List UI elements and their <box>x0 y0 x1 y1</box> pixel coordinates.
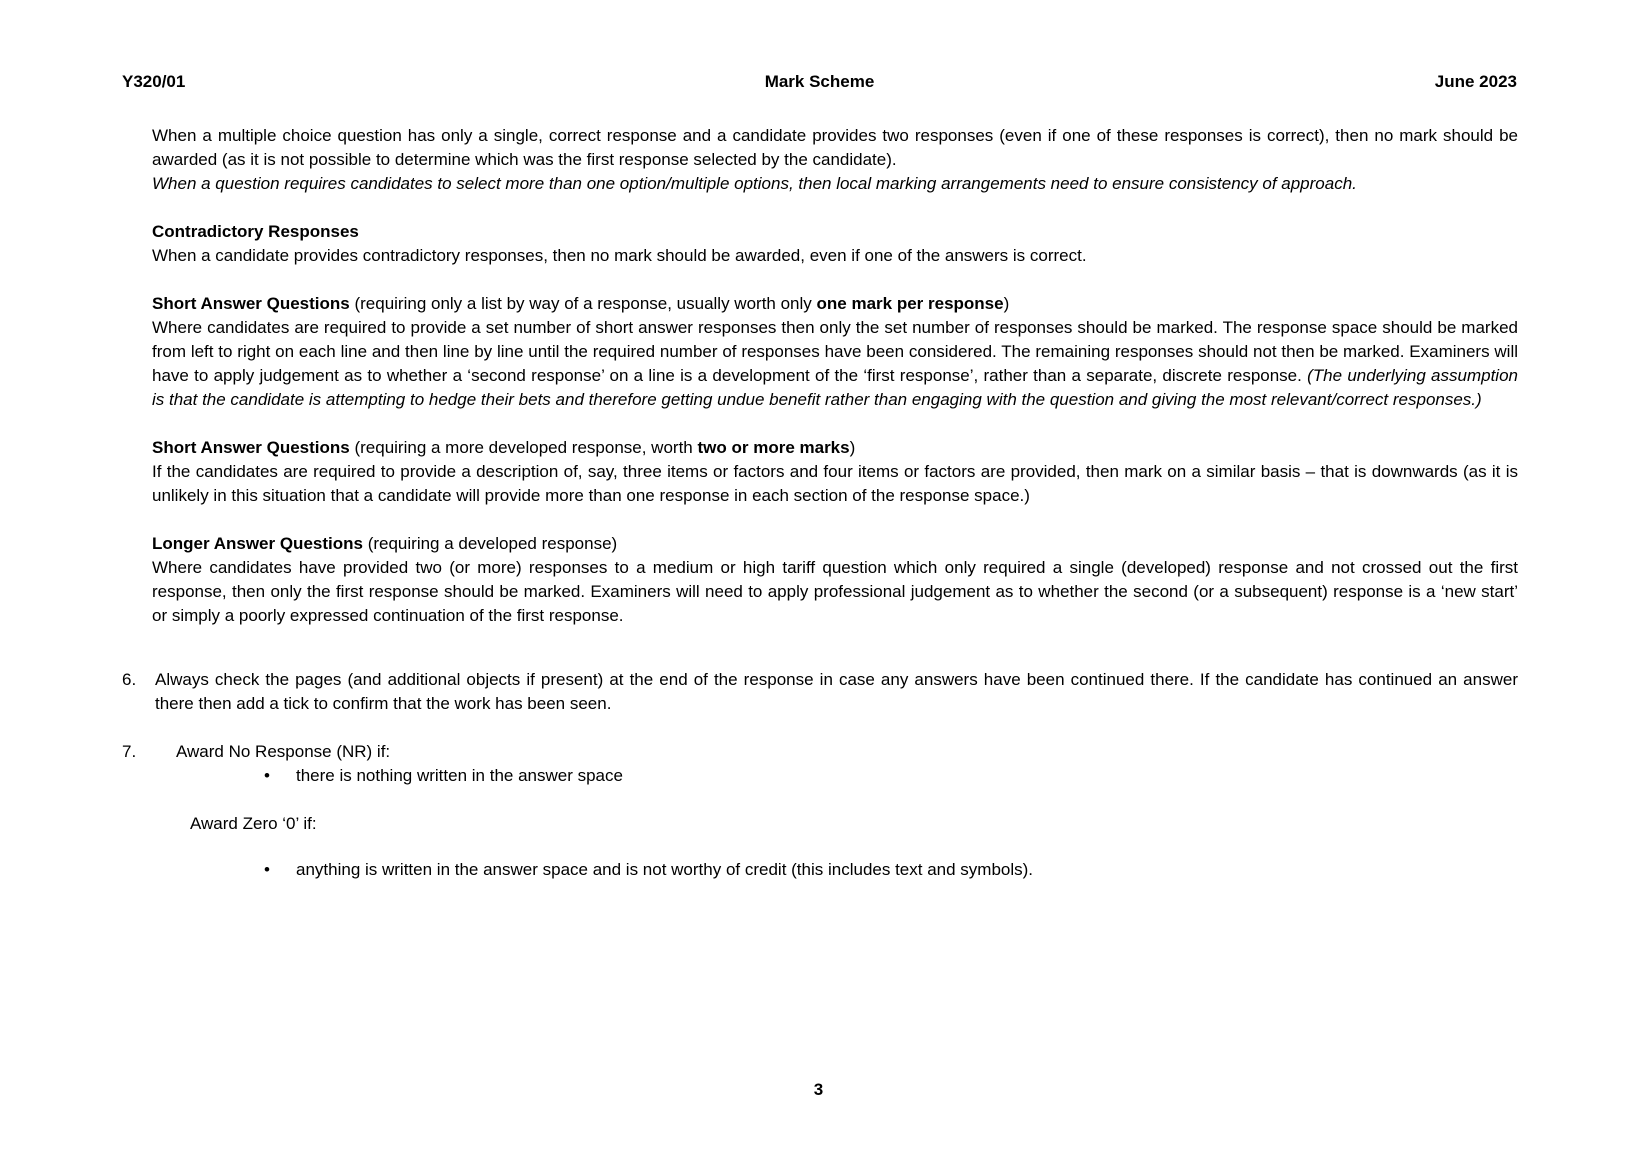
page-number: 3 <box>813 1080 824 1099</box>
section-heading <box>152 532 1518 556</box>
heading-bold-part: Short Answer Questions <box>152 294 350 313</box>
item-text: Award No Response (NR) if: <box>176 742 391 761</box>
body-italic-part: (The underlying assumption is that the candidate is attempting to hedge their bets and therefore getting undue benefit rather than engaging with the question and giving the most relevant/correct responses.) <box>152 366 1518 409</box>
section-contradictory-responses <box>152 220 1518 268</box>
intro-paragraph: When a multiple choice question has only a single, correct response and a candidate provides two responses (even if one of these responses is correct), then no mark should be awarded (as it is not possible to determine which was the first response selected by the candidate). <box>152 126 1518 169</box>
heading-bold-part: Short Answer Questions <box>152 438 350 457</box>
heading-normal-part: (requiring only a list by way of a response, usually worth only <box>349 294 817 313</box>
item-number: 7. <box>122 742 137 761</box>
header-title: Mark Scheme <box>764 72 875 91</box>
heading-normal-part: (requiring a more developed response, worth <box>349 438 698 457</box>
bullet-point-award-zero <box>261 858 1518 882</box>
award-zero-label: Award Zero ‘0’ if: <box>190 814 317 833</box>
numbered-item-6 <box>122 668 1518 716</box>
bullet-text: there is nothing written in the answer space <box>296 766 623 785</box>
heading-bold-part: one mark per response <box>816 294 1004 313</box>
heading-normal-part: ) <box>849 438 856 457</box>
heading-bold-part: Longer Answer Questions <box>152 534 363 553</box>
section-heading <box>152 436 1518 460</box>
bullet-marker: • <box>264 766 270 785</box>
numbered-item-7 <box>122 740 1518 764</box>
heading-normal-part: ) <box>1003 294 1010 313</box>
body-normal-part: Where candidates are required to provide a set number of short answer responses then only the set number of responses should be marked. The response space should be marked from left to right on each line and then line by line until the required number of responses have been considered. The remaining responses should not then be marked. Examiners will have to apply judgement as to whether a ‘second response’ on a line is a development of the ‘first response’, rather than a separate, discrete response. <box>152 318 1518 385</box>
bullet-marker: • <box>264 860 270 879</box>
section-body: Where candidates have provided two (or more) responses to a medium or high tariff question which only required a single (developed) response and not crossed out the first response, then only the first response should be marked. Examiners will need to apply professional judgement as to whether the second (or a subsequent) response is a ‘new start’ or simply a poorly expressed continuation of the first response. <box>152 558 1518 625</box>
section-body: When a candidate provides contradictory responses, then no mark should be awarded, even if one of the answers is correct. <box>152 246 1087 265</box>
page-content <box>122 0 1518 882</box>
section-body <box>152 316 1518 412</box>
section-short-answer-list <box>152 292 1518 412</box>
heading-text: Contradictory Responses <box>152 222 359 241</box>
item-text: Always check the pages (and additional objects if present) at the end of the response in case any answers have been continued there. If the candidate has continued an answer there then add a tick to confirm that the work has been seen. <box>155 670 1518 713</box>
bullet-point-no-response <box>261 764 1518 788</box>
section-body: If the candidates are required to provide a description of, say, three items or factors and four items or factors are provided, then mark on a similar basis – that is downwards (as it is unlikely in this situation that a candidate will provide more than one response in each section of the response space.) <box>152 462 1518 505</box>
heading-normal-part: (requiring a developed response) <box>362 534 618 553</box>
item-number: 6. <box>122 670 137 689</box>
heading-bold-part: two or more marks <box>697 438 850 457</box>
header-date: June 2023 <box>1434 72 1517 91</box>
section-heading <box>152 220 1518 244</box>
section-heading <box>152 292 1518 316</box>
intro-italic-paragraph: When a question requires candidates to select more than one option/multiple options, then local marking arrangements need to ensure consistency of approach. <box>152 174 1357 193</box>
bullet-text: anything is written in the answer space and is not worthy of credit (this includes text and symbols). <box>296 860 1034 879</box>
header-doc-code: Y320/01 <box>122 72 186 91</box>
section-short-answer-developed <box>152 436 1518 508</box>
section-longer-answer <box>152 532 1518 628</box>
